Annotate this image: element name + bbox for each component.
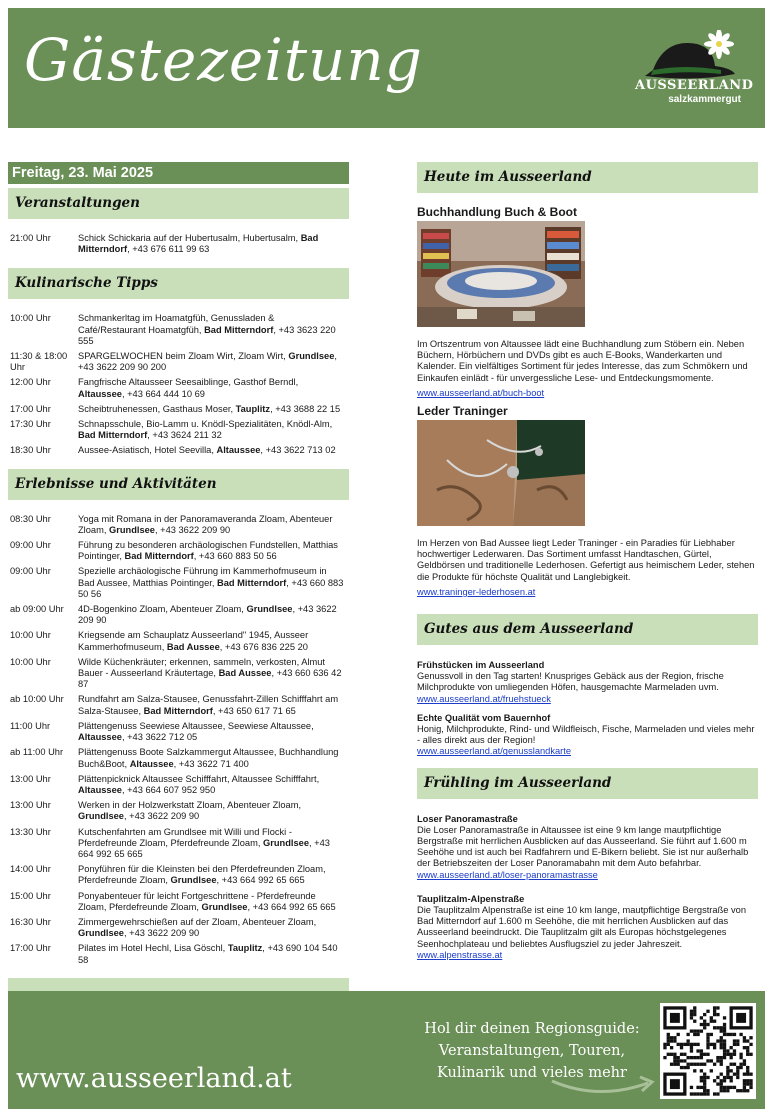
event-contact: , +43 3624 211 32 xyxy=(147,430,222,441)
event-time: 13:00 Uhr xyxy=(10,800,51,811)
event-time: 17:30 Uhr xyxy=(10,419,51,430)
event-description xyxy=(78,917,344,939)
event-place: Tauplitz xyxy=(227,943,263,954)
event-place: Bad Mitterndorf xyxy=(204,324,274,335)
event-row xyxy=(10,630,349,652)
event-row xyxy=(10,774,349,796)
event-place: Grundlsee xyxy=(201,901,248,912)
link-traninger[interactable]: www.traninger-lederhosen.at xyxy=(417,586,536,597)
event-time: ab 11:00 Uhr xyxy=(10,747,64,758)
event-row xyxy=(10,800,349,822)
hat-edelweiss-icon xyxy=(635,30,743,82)
event-place: Grundlsee xyxy=(78,928,124,939)
event-description xyxy=(78,774,344,796)
event-row xyxy=(10,891,349,913)
section-heading-fruehling: Frühling im Ausseerland xyxy=(417,768,758,799)
page-footer xyxy=(8,991,765,1109)
event-row xyxy=(10,351,349,373)
event-row xyxy=(10,313,349,347)
event-title: Fangfrische Altausseer Seesaiblinge, Gasthof Berndl, xyxy=(78,377,299,388)
event-title: Plättengenuss Seewiese Altaussee, Seewiese Altaussee, xyxy=(78,720,314,731)
event-title: Schick Schickaria auf der Hubertusalm, Hubertusalm, xyxy=(78,233,301,243)
event-description xyxy=(78,827,344,861)
info-block xyxy=(417,894,758,961)
event-description xyxy=(78,694,344,716)
event-contact: , +43 676 611 99 63 xyxy=(127,244,210,255)
event-title: Ponyführen für die Kleinsten bei den Pferdefreunden Zloam, Pferdefreunde Zloam, xyxy=(78,864,326,886)
event-place: Bad Mitterndorf xyxy=(217,577,287,588)
event-time: ab 10:00 Uhr xyxy=(10,694,64,705)
event-row xyxy=(10,864,349,886)
event-contact: , +43 3622 209 90 200 xyxy=(78,351,337,373)
events-column xyxy=(8,162,349,966)
event-title: Plättenpicknick Altaussee Schifffahrt, Altaussee Schifffahrt, xyxy=(78,773,320,784)
event-contact: , +43 3622 209 90 xyxy=(78,604,337,626)
event-contact: , +43 660 883 50 56 xyxy=(193,551,277,562)
section-heading-gutes: Gutes aus dem Ausseerland xyxy=(417,614,758,645)
event-description xyxy=(78,943,344,965)
event-place: Grundlsee xyxy=(246,604,293,615)
event-contact: , +43 664 992 65 665 xyxy=(216,875,305,886)
event-row xyxy=(10,514,349,536)
footer-website[interactable]: www.ausseerland.at xyxy=(16,1063,292,1094)
event-title: Pilates im Hotel Hechl, Lisa Göschl, xyxy=(78,943,228,954)
info-link[interactable]: www.alpenstrasse.at xyxy=(417,949,503,960)
info-link[interactable]: www.ausseerland.at/fruehstueck xyxy=(417,693,551,704)
event-title: Wilde Küchenkräuter; erkennen, sammeln, verkosten, Almut Bauer - Ausseerland Kräutertage, xyxy=(78,656,325,679)
info-link[interactable]: www.ausseerland.at/loser-panoramastrasse xyxy=(417,869,598,880)
event-title: SPARGELWOCHEN beim Zloam Wirt, Zloam Wirt, xyxy=(78,351,289,362)
event-place: Bad Mitterndorf xyxy=(78,233,319,255)
event-list-kulinarisch xyxy=(8,313,349,456)
event-description xyxy=(78,891,344,913)
event-contact: , +43 664 607 952 950 xyxy=(121,784,216,795)
event-description xyxy=(78,747,344,769)
info-title: Frühstücken im Ausseerland xyxy=(417,660,545,671)
info-body: Genussvoll in den Tag starten! Knuspriges Gebäck aus der Region, frische Milchprodukte von umliegenden Höfen, hausgemachte Marmeladen uvm. xyxy=(417,671,724,693)
arrow-icon xyxy=(548,1071,658,1097)
event-time: 17:00 Uhr xyxy=(10,403,51,414)
event-row xyxy=(10,233,349,255)
event-list-veranstaltungen xyxy=(8,233,349,255)
event-description xyxy=(78,419,344,441)
section-heading-kulinarisch: Kulinarische Tipps xyxy=(8,268,349,299)
event-place: Tauplitz xyxy=(235,403,271,414)
event-description xyxy=(78,404,344,415)
qr-code[interactable] xyxy=(660,1003,756,1099)
event-description xyxy=(78,566,344,600)
event-contact: , +43 3622 712 05 xyxy=(121,732,198,743)
event-contact: , +43 660 883 50 56 xyxy=(78,577,344,599)
event-description xyxy=(78,233,344,255)
event-row xyxy=(10,917,349,939)
article-body-buchhandlung: Im Ortszentrum von Altaussee lädt eine Buchhandlung zum Stöbern ein. Neben Büchern, Hörbüchern und DVDs gibt es auch E-Books, Wanderkarten und Kalender. Ein vielfältiges Sortiment für jedes Interesse, das zum Schmökern und Einkaufen einlädt - für unvergessliche Lese- und Entdeckungsmomente. xyxy=(417,339,748,383)
event-time: 14:00 Uhr xyxy=(10,864,51,875)
event-title: Kriegsende am Schauplatz Ausseerland" 1945, Ausseer Kammerhofmuseum, xyxy=(78,630,309,652)
event-description xyxy=(78,351,344,373)
info-link[interactable]: www.ausseerland.at/genusslandkarte xyxy=(417,746,572,757)
event-place: Bad Mitterndorf xyxy=(124,551,194,562)
date-heading: Freitag, 23. Mai 2025 xyxy=(8,162,349,184)
event-description xyxy=(78,377,344,399)
event-description xyxy=(78,540,344,562)
section-heading-veranstaltungen: Veranstaltungen xyxy=(8,188,349,219)
info-title: Tauplitzalm-Alpenstraße xyxy=(417,893,525,904)
event-contact: , +43 3622 209 90 xyxy=(123,811,200,822)
event-description xyxy=(78,864,344,886)
info-body: Die Loser Panoramastraße in Altaussee ist eine 9 km lange mautpflichtige Bergstraße mit herrlichen Ausblicken auf das Ausseerland. Sie führt auf 1.600 m Seehöhe und ist auch bei Radfahrern und E-Bikern beliebt. Sie ist nur außerhalb der Betriebszeiten der Loser Panoramabahn mit dem Auto befahrbar. xyxy=(417,824,749,869)
event-row xyxy=(10,540,349,562)
event-title: Spezielle archäologische Führung im Kammerhofmuseum in Bad Aussee, Matthias Pointinger, xyxy=(78,566,327,588)
section-heading-erlebnisse: Erlebnisse und Aktivitäten xyxy=(8,469,349,500)
info-block xyxy=(417,660,758,705)
event-description xyxy=(78,514,344,536)
event-title: Schnapsschule, Bio-Lamm u. Knödl-Spezialitäten, Knödl-Alm, xyxy=(78,419,333,430)
event-time: 16:30 Uhr xyxy=(10,916,51,927)
footer-hint-line1: Hol dir deinen Regionsguide: xyxy=(424,1021,640,1037)
section-heading-heute: Heute im Ausseerland xyxy=(417,162,758,193)
event-place: Bad Mitterndorf xyxy=(78,430,148,441)
event-title: 4D-Bogenkino Zloam, Abenteuer Zloam, xyxy=(78,604,247,615)
event-time: 13:00 Uhr xyxy=(10,773,51,784)
event-description xyxy=(78,630,344,652)
ausseerland-logo[interactable] xyxy=(635,30,754,114)
event-row xyxy=(10,747,349,769)
event-description xyxy=(78,445,344,456)
event-row xyxy=(10,721,349,743)
event-place: Bad Aussee xyxy=(218,668,272,679)
event-title: Werken in der Holzwerkstatt Zloam, Abenteuer Zloam, xyxy=(78,800,302,811)
event-time: 11:30 & 18:00 Uhr xyxy=(10,351,68,373)
gutes-list xyxy=(417,660,758,758)
event-time: 08:30 Uhr xyxy=(10,513,51,524)
event-contact: , +43 660 636 42 87 xyxy=(78,668,342,690)
event-list-erlebnisse xyxy=(8,514,349,966)
event-place: Grundlsee xyxy=(109,524,155,535)
qr-code-icon xyxy=(660,1003,756,1099)
event-place: Altaussee xyxy=(78,732,122,743)
event-description xyxy=(78,721,344,743)
info-block xyxy=(417,713,758,758)
event-contact: , +43 664 992 65 665 xyxy=(247,901,336,912)
event-time: 21:00 Uhr xyxy=(10,233,51,243)
event-description xyxy=(78,657,344,691)
event-contact: , +43 3622 209 90 xyxy=(154,524,231,535)
event-row xyxy=(10,404,349,415)
event-row xyxy=(10,694,349,716)
event-time: 10:00 Uhr xyxy=(10,630,51,641)
article-body-leder: Im Herzen von Bad Aussee liegt Leder Traninger - ein Paradies für Liebhaber hochwertiger Lederwaren. Das Sortiment umfasst Handtaschen, Gürtel, Geldbörsen und traditionelle Lederhosen. Gefertigt aus heimischem Leder, stehen die Produkte für höchste Qualität und Langlebigkeit. xyxy=(417,538,755,582)
article-title-buchhandlung: Buchhandlung Buch & Boot xyxy=(417,205,577,219)
event-contact: , +43 676 836 225 20 xyxy=(219,641,308,652)
event-title: Kutschenfahrten am Grundlsee mit Willi und Flocki - Pferdefreunde Zloam, Pferdefreunde Zloam, xyxy=(78,826,292,848)
event-time: 10:00 Uhr xyxy=(10,656,51,667)
article-title-leder: Leder Traninger xyxy=(417,404,508,419)
logo-wordmark: AUSSEERLAND xyxy=(635,78,754,93)
footer-hint-line2: Veranstaltungen, Touren, xyxy=(438,1043,626,1059)
event-row xyxy=(10,827,349,861)
fruehling-list xyxy=(417,814,758,961)
event-description xyxy=(78,800,344,822)
event-time: 10:00 Uhr xyxy=(10,313,51,324)
event-place: Altaussee xyxy=(78,388,122,399)
event-time: 17:00 Uhr xyxy=(10,943,51,954)
event-row xyxy=(10,419,349,441)
event-place: Altaussee xyxy=(129,758,174,769)
event-row xyxy=(10,445,349,456)
event-description xyxy=(78,604,344,626)
event-place: Grundlsee xyxy=(78,811,124,822)
lederhose-photo xyxy=(417,420,585,526)
page-header xyxy=(8,8,765,128)
info-body: Die Tauplitzalm Alpenstraße ist eine 10 km lange, mautpflichtige Bergstraße von Bad Mitterndorf auf 1.600 m Seehöhe, die mit herrlichen Ausblicken auf das Ausseerland beeindruckt. Die Tauplitzalm gilt als Europas höchstgelegenes Seenhochplateau und beliebtes Ausflugsziel zu jeder Jahreszeit. xyxy=(417,905,746,949)
event-contact: , +43 664 992 65 665 xyxy=(78,837,330,859)
event-time: 18:30 Uhr xyxy=(10,445,51,456)
event-title: Yoga mit Romana in der Panoramaveranda Zloam, Abenteuer Zloam, xyxy=(78,513,333,535)
bookstore-photo xyxy=(417,221,585,327)
event-place: Grundlsee xyxy=(170,875,217,886)
event-title: Zimmergewehrschießen auf der Zloam, Abenteuer Zloam, xyxy=(78,916,317,927)
event-time: ab 09:00 Uhr xyxy=(10,604,64,615)
event-contact: , +43 3622 713 02 xyxy=(260,445,336,456)
footer-hint-line3: Kulinarik und vieles mehr xyxy=(437,1065,627,1081)
event-place: Grundlsee xyxy=(288,351,335,362)
logo-subtitle: salzkammergut xyxy=(668,94,741,105)
event-contact: , +43 650 617 71 65 xyxy=(212,705,296,716)
event-description xyxy=(78,313,344,347)
event-contact: , +43 664 444 10 69 xyxy=(121,388,205,399)
event-title: Führung zu besonderen archäologischen Fundstellen, Matthias Pointinger, xyxy=(78,540,338,562)
event-title: Ponyabenteuer für leicht Fortgeschrittene - Pferdefreunde Zloam, Pferdefreunde Zloam, xyxy=(78,890,316,912)
event-title: Aussee-Asiatisch, Hotel Seevilla, xyxy=(78,445,217,456)
event-row xyxy=(10,566,349,600)
event-time: 13:30 Uhr xyxy=(10,826,51,837)
page-title: Gästezeitung xyxy=(24,26,423,94)
event-title: Plättengenuss Boote Salzkammergut Altaussee, Buchhandlung Buch&Boot, xyxy=(78,747,339,769)
event-place: Bad Aussee xyxy=(166,641,220,652)
event-place: Grundlsee xyxy=(263,837,309,848)
event-time: 09:00 Uhr xyxy=(10,566,51,577)
event-title: Scheibtruhenessen, Gasthaus Moser, xyxy=(78,403,236,414)
event-contact: , +43 3622 71 400 xyxy=(173,758,249,769)
event-time: 11:00 Uhr xyxy=(10,720,51,731)
event-time: 12:00 Uhr xyxy=(10,377,51,388)
event-place: Bad Mitterndorf xyxy=(143,705,213,716)
event-row xyxy=(10,377,349,399)
info-body: Honig, Milchprodukte, Rind- und Wildfleisch, Fische, Marmeladen und vieles mehr - alles direkt aus der Region! xyxy=(417,724,755,746)
event-title: Rundfahrt am Salza-Stausee, Genussfahrt-Zillen Schifffahrt am Salza-Stausee, xyxy=(78,694,339,716)
highlights-column xyxy=(417,162,758,961)
event-time: 09:00 Uhr xyxy=(10,540,51,551)
event-place: Altaussee xyxy=(78,784,122,795)
info-title: Loser Panoramastraße xyxy=(417,813,518,824)
footer-tab xyxy=(8,978,349,992)
link-buch-boot[interactable]: www.ausseerland.at/buch-boot xyxy=(417,387,545,398)
event-contact: , +43 3622 209 90 xyxy=(123,928,200,939)
info-block xyxy=(417,814,758,881)
event-row xyxy=(10,604,349,626)
event-contact: , +43 3623 220 555 xyxy=(78,324,336,346)
event-place: Altaussee xyxy=(216,445,261,456)
info-title: Echte Qualität vom Bauernhof xyxy=(417,712,551,723)
event-time: 15:00 Uhr xyxy=(10,890,51,901)
event-contact: , +43 690 104 540 58 xyxy=(78,943,338,965)
event-row xyxy=(10,657,349,691)
event-title: Schmankerltag im Hoamatgfüh, Genussladen & Café/Restaurant Hoamatgfüh, xyxy=(78,313,275,335)
event-row xyxy=(10,943,349,965)
event-contact: , +43 3688 22 15 xyxy=(270,403,341,414)
